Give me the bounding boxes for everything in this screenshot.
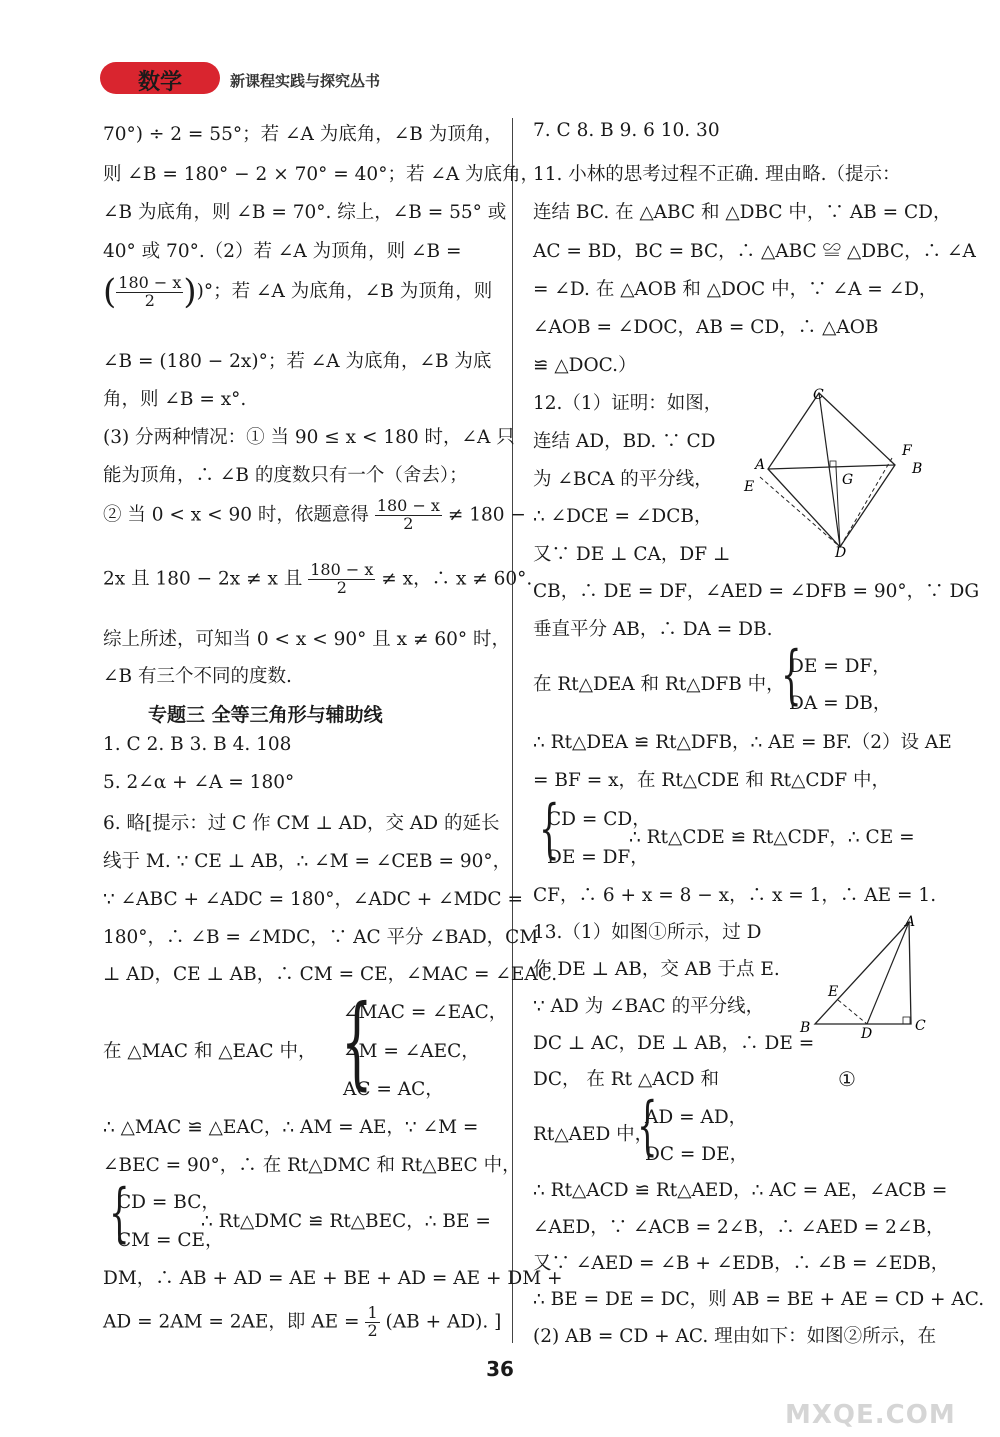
- text-line: ∴ Rt△DEA ≌ Rt△DFB，∴ AE = BF.（2）设 AE: [533, 732, 952, 753]
- equation-line: DE = DF，: [789, 656, 891, 677]
- system-label: Rt△AED 中，: [533, 1124, 654, 1145]
- text-line: ∴ △MAC ≌ △EAC，∴ AM = AE，∵ ∠M =: [103, 1117, 479, 1138]
- label-a: A: [905, 914, 916, 930]
- text-line: ∵ AD 为 ∠BAC 的平分线，: [533, 996, 765, 1017]
- text-line-fraction: ( $\frac{180 - x}{2}$ ))°；若 ∠A 为底角，∠B 为顶角，则: [103, 272, 493, 312]
- text-line: 能为顶角，∴ ∠B 的度数只有一个（舍去）；: [103, 465, 468, 486]
- frac-numerator: 180 − x: [376, 496, 440, 515]
- segment-de: [760, 477, 840, 547]
- equation-line: AC = AC，: [343, 1079, 444, 1100]
- text-line: ∴ Rt△ACD ≌ Rt△AED，∴ AC = AE，∠ACB =: [533, 1180, 948, 1201]
- right-angle-mark: [903, 1017, 910, 1024]
- label-e: E: [744, 479, 755, 495]
- text-line: ∠B 有三个不同的度数.: [103, 666, 292, 687]
- label-c: C: [915, 1018, 926, 1034]
- label-b: B: [800, 1020, 811, 1036]
- text-line: ⊥ AD，CE ⊥ AB，∴ CM = CE，∠MAC = ∠EAC.: [103, 964, 558, 985]
- text-line: DC ⊥ AC，DE ⊥ AB，∴ DE =: [533, 1033, 815, 1054]
- text-line: 13.（1）如图①所示，过 D: [533, 922, 762, 943]
- text-line: 作 DE ⊥ AB，交 AB 于点 E.: [533, 959, 780, 980]
- watermark-text: MXQE.COM: [785, 1400, 956, 1430]
- text-line: CF，∴ 6 + x = 8 − x，∴ x = 1，∴ AE = 1.: [533, 885, 937, 906]
- brace: {: [340, 983, 373, 1100]
- text-segment: )°；若 ∠A 为底角，∠B 为顶角，则: [196, 281, 493, 302]
- label-c: C: [813, 387, 824, 403]
- page-number: 36: [486, 1357, 514, 1381]
- text-line-fraction: [103, 1305, 501, 1340]
- text-line: 40° 或 70°.（2）若 ∠A 为顶角，则 ∠B =: [103, 241, 462, 262]
- text-line: 连结 BC. 在 △ABC 和 △DBC 中，∵ AB = CD，: [533, 202, 952, 223]
- system-label: 在 Rt△DEA 和 Rt△DFB 中，: [533, 674, 785, 695]
- system-label: 在 △MAC 和 △EAC 中，: [103, 1041, 317, 1062]
- answer-line: 7. C 8. B 9. 6 10. 30: [533, 120, 720, 141]
- frac-numerator: 1: [367, 1303, 378, 1322]
- text-line: ∴ Rt△CDE ≌ Rt△CDF，∴ CE =: [629, 827, 915, 848]
- text-line: (2) AB = CD + AC. 理由如下：如图②所示，在: [533, 1326, 937, 1347]
- label-d: D: [861, 1026, 873, 1042]
- figure-13-caption: ①: [838, 1067, 856, 1091]
- text-line: 70°) ÷ 2 = 55°；若 ∠A 为底角，∠B 为顶角，: [103, 124, 503, 145]
- text-line: 线于 M. ∵ CE ⊥ AB，∴ ∠M = ∠CEB = 90°，: [103, 851, 512, 872]
- equation-line: DA = DB，: [789, 693, 892, 714]
- text-segment: (AB + AD). ]: [385, 1311, 502, 1333]
- triangle-outline: [815, 922, 911, 1024]
- equation-line: AD = AD，: [645, 1107, 748, 1128]
- label-g: G: [842, 472, 854, 488]
- frac-denominator: 2: [336, 577, 347, 597]
- label-f: F: [902, 443, 912, 459]
- subject-badge: [100, 62, 220, 94]
- equation-line: CM = CE，: [117, 1230, 224, 1251]
- text-line: 为 ∠BCA 的平分线，: [533, 469, 713, 490]
- brace: {: [109, 1176, 130, 1250]
- label-a: A: [755, 457, 766, 473]
- equation-line: CD = CD，: [547, 809, 651, 830]
- text-line: (3) 分两种情况：① 当 90 ≤ x < 180 时，∠A 只: [103, 427, 515, 448]
- text-line: AC = BD，BC = BC，∴ △ABC ≌ △DBC，∴ ∠A: [533, 241, 976, 262]
- text-line-fraction: [103, 562, 532, 597]
- brace: {: [539, 792, 560, 866]
- text-segment: 2x 且 180 − 2x ≠ x 且: [103, 568, 303, 590]
- text-segment: ≠ 180 −: [447, 504, 526, 526]
- segment-cd: [819, 393, 840, 547]
- equation-line: DE = DF，: [547, 847, 649, 868]
- brace: {: [637, 1089, 658, 1163]
- equation-line: ∠M = ∠AEC，: [343, 1041, 480, 1062]
- text-segment: AD = 2AM = 2AE，即 AE =: [103, 1311, 360, 1333]
- text-line: 垂直平分 AB，∴ DA = DB.: [533, 619, 773, 640]
- frac-denominator: 2: [144, 290, 155, 310]
- right-angle-mark: [830, 461, 836, 467]
- text-line: ∵ ∠ABC + ∠ADC = 180°，∠ADC + ∠MDC =: [103, 889, 523, 910]
- frac-denominator: 2: [403, 513, 414, 533]
- text-line: 12.（1）证明：如图，: [533, 393, 723, 414]
- label-b: B: [912, 461, 923, 477]
- answer-line: 1. C 2. B 3. B 4. 108: [103, 734, 292, 755]
- text-line: 综上所述，可知当 0 < x < 90° 且 x ≠ 60° 时，: [103, 629, 511, 650]
- brace: {: [781, 638, 802, 712]
- equation-line: DC = DE，: [645, 1144, 749, 1165]
- text-line: 角，则 ∠B = x°.: [103, 389, 247, 410]
- text-line: ∴ ∠DCE = ∠DCB，: [533, 506, 713, 527]
- text-line: CB，∴ DE = DF，∠AED = ∠DFB = 90°，∵ DG: [533, 581, 980, 602]
- segment-de: [838, 1000, 867, 1024]
- text-line: DM，∴ AB + AD = AE + BE + AD = AE + DM +: [103, 1268, 563, 1289]
- text-line: ∠AOB = ∠DOC，AB = CD，∴ △AOB: [533, 317, 879, 338]
- text-line: ∠BEC = 90°，∴ 在 Rt△DMC 和 Rt△BEC 中，: [103, 1155, 521, 1176]
- equation-line: ∠MAC = ∠EAC，: [343, 1002, 508, 1023]
- text-segment: ≠ x，∴ x ≠ 60°.: [381, 568, 533, 590]
- label-d: D: [835, 545, 847, 560]
- text-line: ≌ △DOC.）: [533, 355, 637, 376]
- frac-numerator: 180 − x: [118, 272, 182, 292]
- frac-numerator: 180 − x: [310, 560, 374, 579]
- text-segment: ② 当 0 < x < 90 时，依题意得: [103, 504, 369, 526]
- text-line: ∴ Rt△DMC ≌ Rt△BEC，∴ BE =: [201, 1211, 491, 1232]
- text-line: ∠B 为底角，则 ∠B = 70°. 综上，∠B = 55° 或: [103, 202, 507, 223]
- text-line: 180°，∴ ∠B = ∠MDC，∵ AC 平分 ∠BAD，CM: [103, 927, 539, 948]
- segment-ad: [867, 922, 909, 1024]
- quadrilateral-outline: [768, 393, 895, 547]
- frac-denominator: 2: [367, 1320, 378, 1340]
- text-line-fraction: [103, 498, 526, 533]
- text-line: 连结 AD，BD. ∵ CD: [533, 431, 716, 452]
- text-line: DC， 在 Rt △ACD 和: [533, 1069, 719, 1090]
- section-title: 专题三 全等三角形与辅助线: [148, 704, 383, 726]
- subject-label: 数学: [138, 70, 183, 95]
- series-title: 新课程实践与探究丛书: [230, 72, 381, 90]
- text-line: 11. 小林的思考过程不正确. 理由略.（提示：: [533, 164, 901, 185]
- text-line: ∠AED，∵ ∠ACB = 2∠B，∴ ∠AED = 2∠B，: [533, 1217, 945, 1238]
- equation-line: CD = BC，: [117, 1192, 220, 1213]
- text-line: ∠B = (180 − 2x)°；若 ∠A 为底角，∠B 为底: [103, 351, 492, 372]
- watermark: [785, 1352, 975, 1432]
- text-line: ∴ BE = DE = DC，则 AB = BE + AE = CD + AC.: [533, 1289, 985, 1310]
- answer-line: 5. 2∠α + ∠A = 180°: [103, 772, 295, 793]
- text-line: 则 ∠B = 180° − 2 × 70° = 40°；若 ∠A 为底角，: [103, 164, 540, 185]
- text-line: = ∠D. 在 △AOB 和 △DOC 中，∵ ∠A = ∠D，: [533, 279, 938, 300]
- text-line: 又∵ ∠AED = ∠B + ∠EDB，∴ ∠B = ∠EDB，: [533, 1253, 950, 1274]
- figure-13: [795, 912, 935, 1042]
- text-line: 又∵ DE ⊥ CA，DF ⊥: [533, 544, 731, 565]
- label-e: E: [828, 984, 839, 1000]
- text-line: 6. 略[提示：过 C 作 CM ⊥ AD，交 AD 的延长: [103, 813, 500, 834]
- page-header: [100, 62, 400, 96]
- text-line: = BF = x，在 Rt△CDE 和 Rt△CDF 中，: [533, 770, 891, 791]
- figure-12: [740, 385, 930, 560]
